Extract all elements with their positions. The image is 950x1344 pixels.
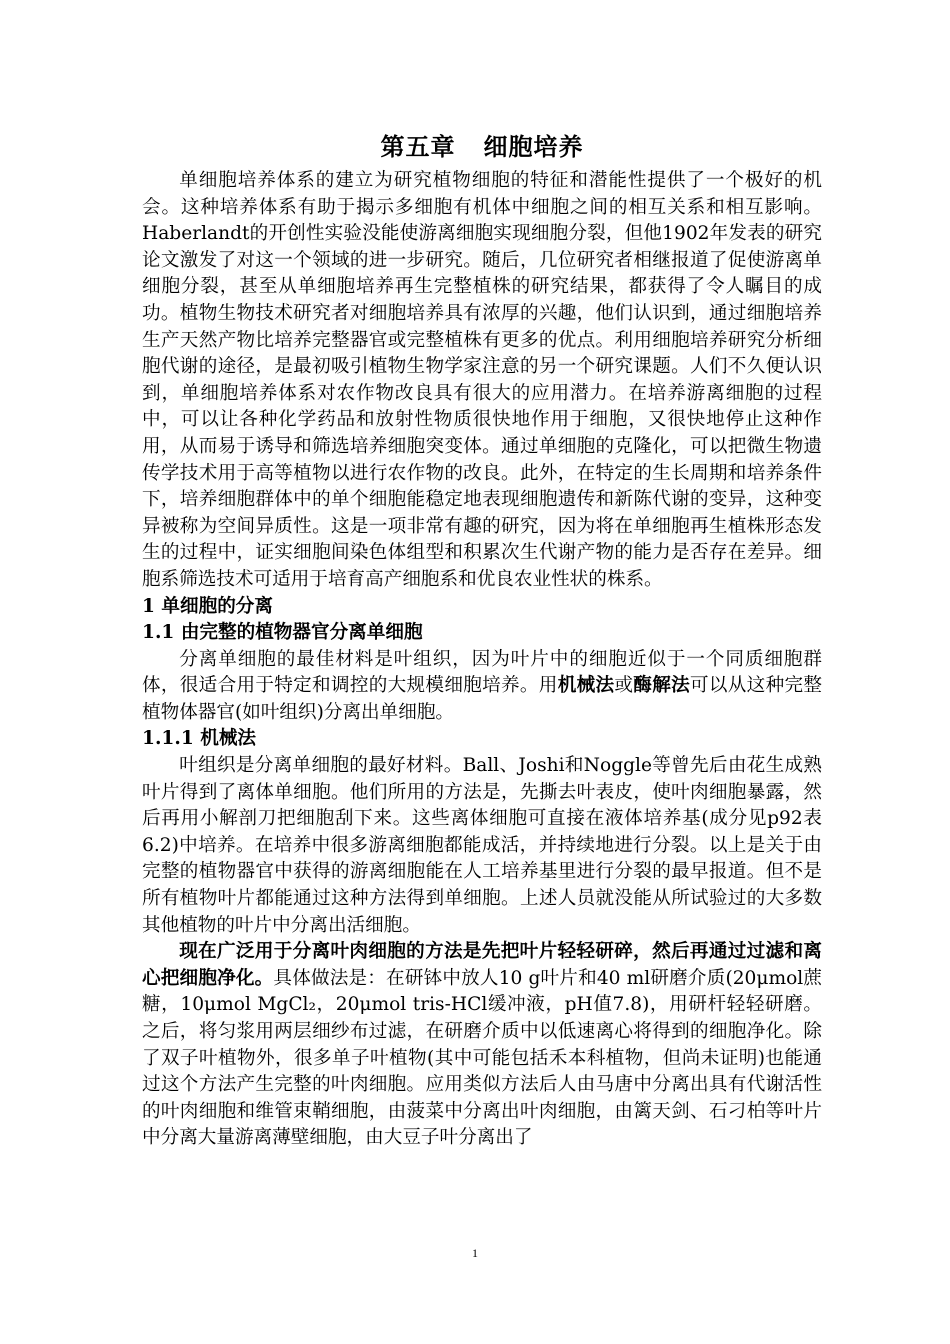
mechanical-paragraph: 叶组织是分离单细胞的最好材料。Ball、Joshi和Noggle等曾先后由花生成熟叶片得到了离体单细胞。他们所用的方法是，先撕去叶表皮，使叶肉细胞暴露，然后再用小解剖刀把细胞刮下来。这些离体细胞可直接在液体培养基(成分见p92表6.2)中培养。在培养中很多游离细胞都能成活，并持续地进行分裂。以上是关于由完整的植物器官中获得的游离细胞能在人工培养基里进行分裂的最早报道。但不是所有植物叶片都能通过这种方法得到单细胞。上述人员就没能从所试验过的大多数其他植物的叶片中分离出活细胞。 xyxy=(142,755,822,936)
section-1-1-text-a: 分离单细胞的最佳材料是叶组织，因为叶片中的细胞近似于一个同质细胞群体，很适合用于特定和调控的大规模细胞培养。用 xyxy=(142,648,822,697)
section-1-1-1-heading: 1.1.1 机械法 xyxy=(142,728,257,750)
enzymatic-method-term: 酶解法 xyxy=(633,675,690,697)
mechanical-method-term: 机械法 xyxy=(557,675,615,697)
intro-paragraph: 单细胞培养体系的建立为研究植物细胞的特征和潜能性提供了一个极好的机会。这种培养体系有助于揭示多细胞有机体中细胞之间的相互关系和相互影响。Haberlandt的开创性实验没能使游离细胞实现细胞分裂，但他1902年发表的研究论文激发了对这一个领域的进一步研究。随后，几位研究者相继报道了促使游离单细胞分裂，甚至从单细胞培养再生完整植株的研究结果，都获得了令人瞩目的成功。植物生物技术研究者对细胞培养具有浓厚的兴趣，他们认识到，通过细胞培养生产天然产物比培养完整器官或完整植株有更多的优点。利用细胞培养研究分析细胞代谢的途径，是最初吸引植物生物学家注意的另一个研究课题。人们不久便认识到，单细胞培养体系对农作物改良具有很大的应用潜力。在培养游离细胞的过程中，可以让各种化学药品和放射性物质很快地作用于细胞，又很快地停止这种作用，从而易于诱导和筛选培养细胞突变体。通过单细胞的克隆化，可以把微生物遗传学技术用于高等植物以进行农作物的改良。此外，在特定的生长周期和培养条件下，培养细胞群体中的单个细胞能稳定地表现细胞遗传和新陈代谢的变异，这种变异被称为空间异质性。这是一项非常有趣的研究，因为将在单细胞再生植株形态发生的过程中，证实细胞间染色体组型和积累次生代谢产物的能力是否存在差异。细胞系筛选技术可适用于培育高产细胞系和优良农业性状的株系。 xyxy=(142,170,822,590)
chapter-title: 第五章 细胞培养 xyxy=(380,132,584,161)
section-1-heading: 1 单细胞的分离 xyxy=(142,595,273,617)
section-1-1-paragraph xyxy=(142,647,822,727)
section-1-1-text-b: 或 xyxy=(614,675,634,697)
document-page xyxy=(142,130,822,1152)
section-1-1-heading: 1.1 由完整的植物器官分离单细胞 xyxy=(142,622,423,644)
grinding-bold-sentence: 现在广泛用于分离叶肉细胞的方法是先把叶片轻轻研碎，然后再通过过滤和离心把细胞净化。 xyxy=(142,941,822,989)
section-1-1-text-c: 可以从这种完整植物体器官(如叶组织)分离出单细胞。 xyxy=(142,675,822,723)
grinding-text: 具体做法是：在研钵中放人10 g叶片和40 ml研磨介质(20μmol蔗糖，10μmol MgCl₂，20μmol tris-HCl缓冲液，pH值7.8)，用研杆轻轻研磨。之后，将匀浆用两层细纱布过滤，在研磨介质中以低速离心将得到的细胞净化。除了双子叶植物外，很多单子叶植物(其中可能包括禾本科植物，但尚未证明)也能通过这个方法产生完整的叶肉细胞。应用类似方法后人由马唐中分离出具有代谢活性的叶肉细胞和维管束鞘细胞，由菠菜中分离出叶肉细胞，由篱天剑、石刁柏等叶片中分离大量游离薄壁细胞，由大豆子叶分离出了 xyxy=(142,967,822,1149)
grinding-paragraph xyxy=(142,939,822,1152)
page-number: 1 xyxy=(472,1246,478,1260)
